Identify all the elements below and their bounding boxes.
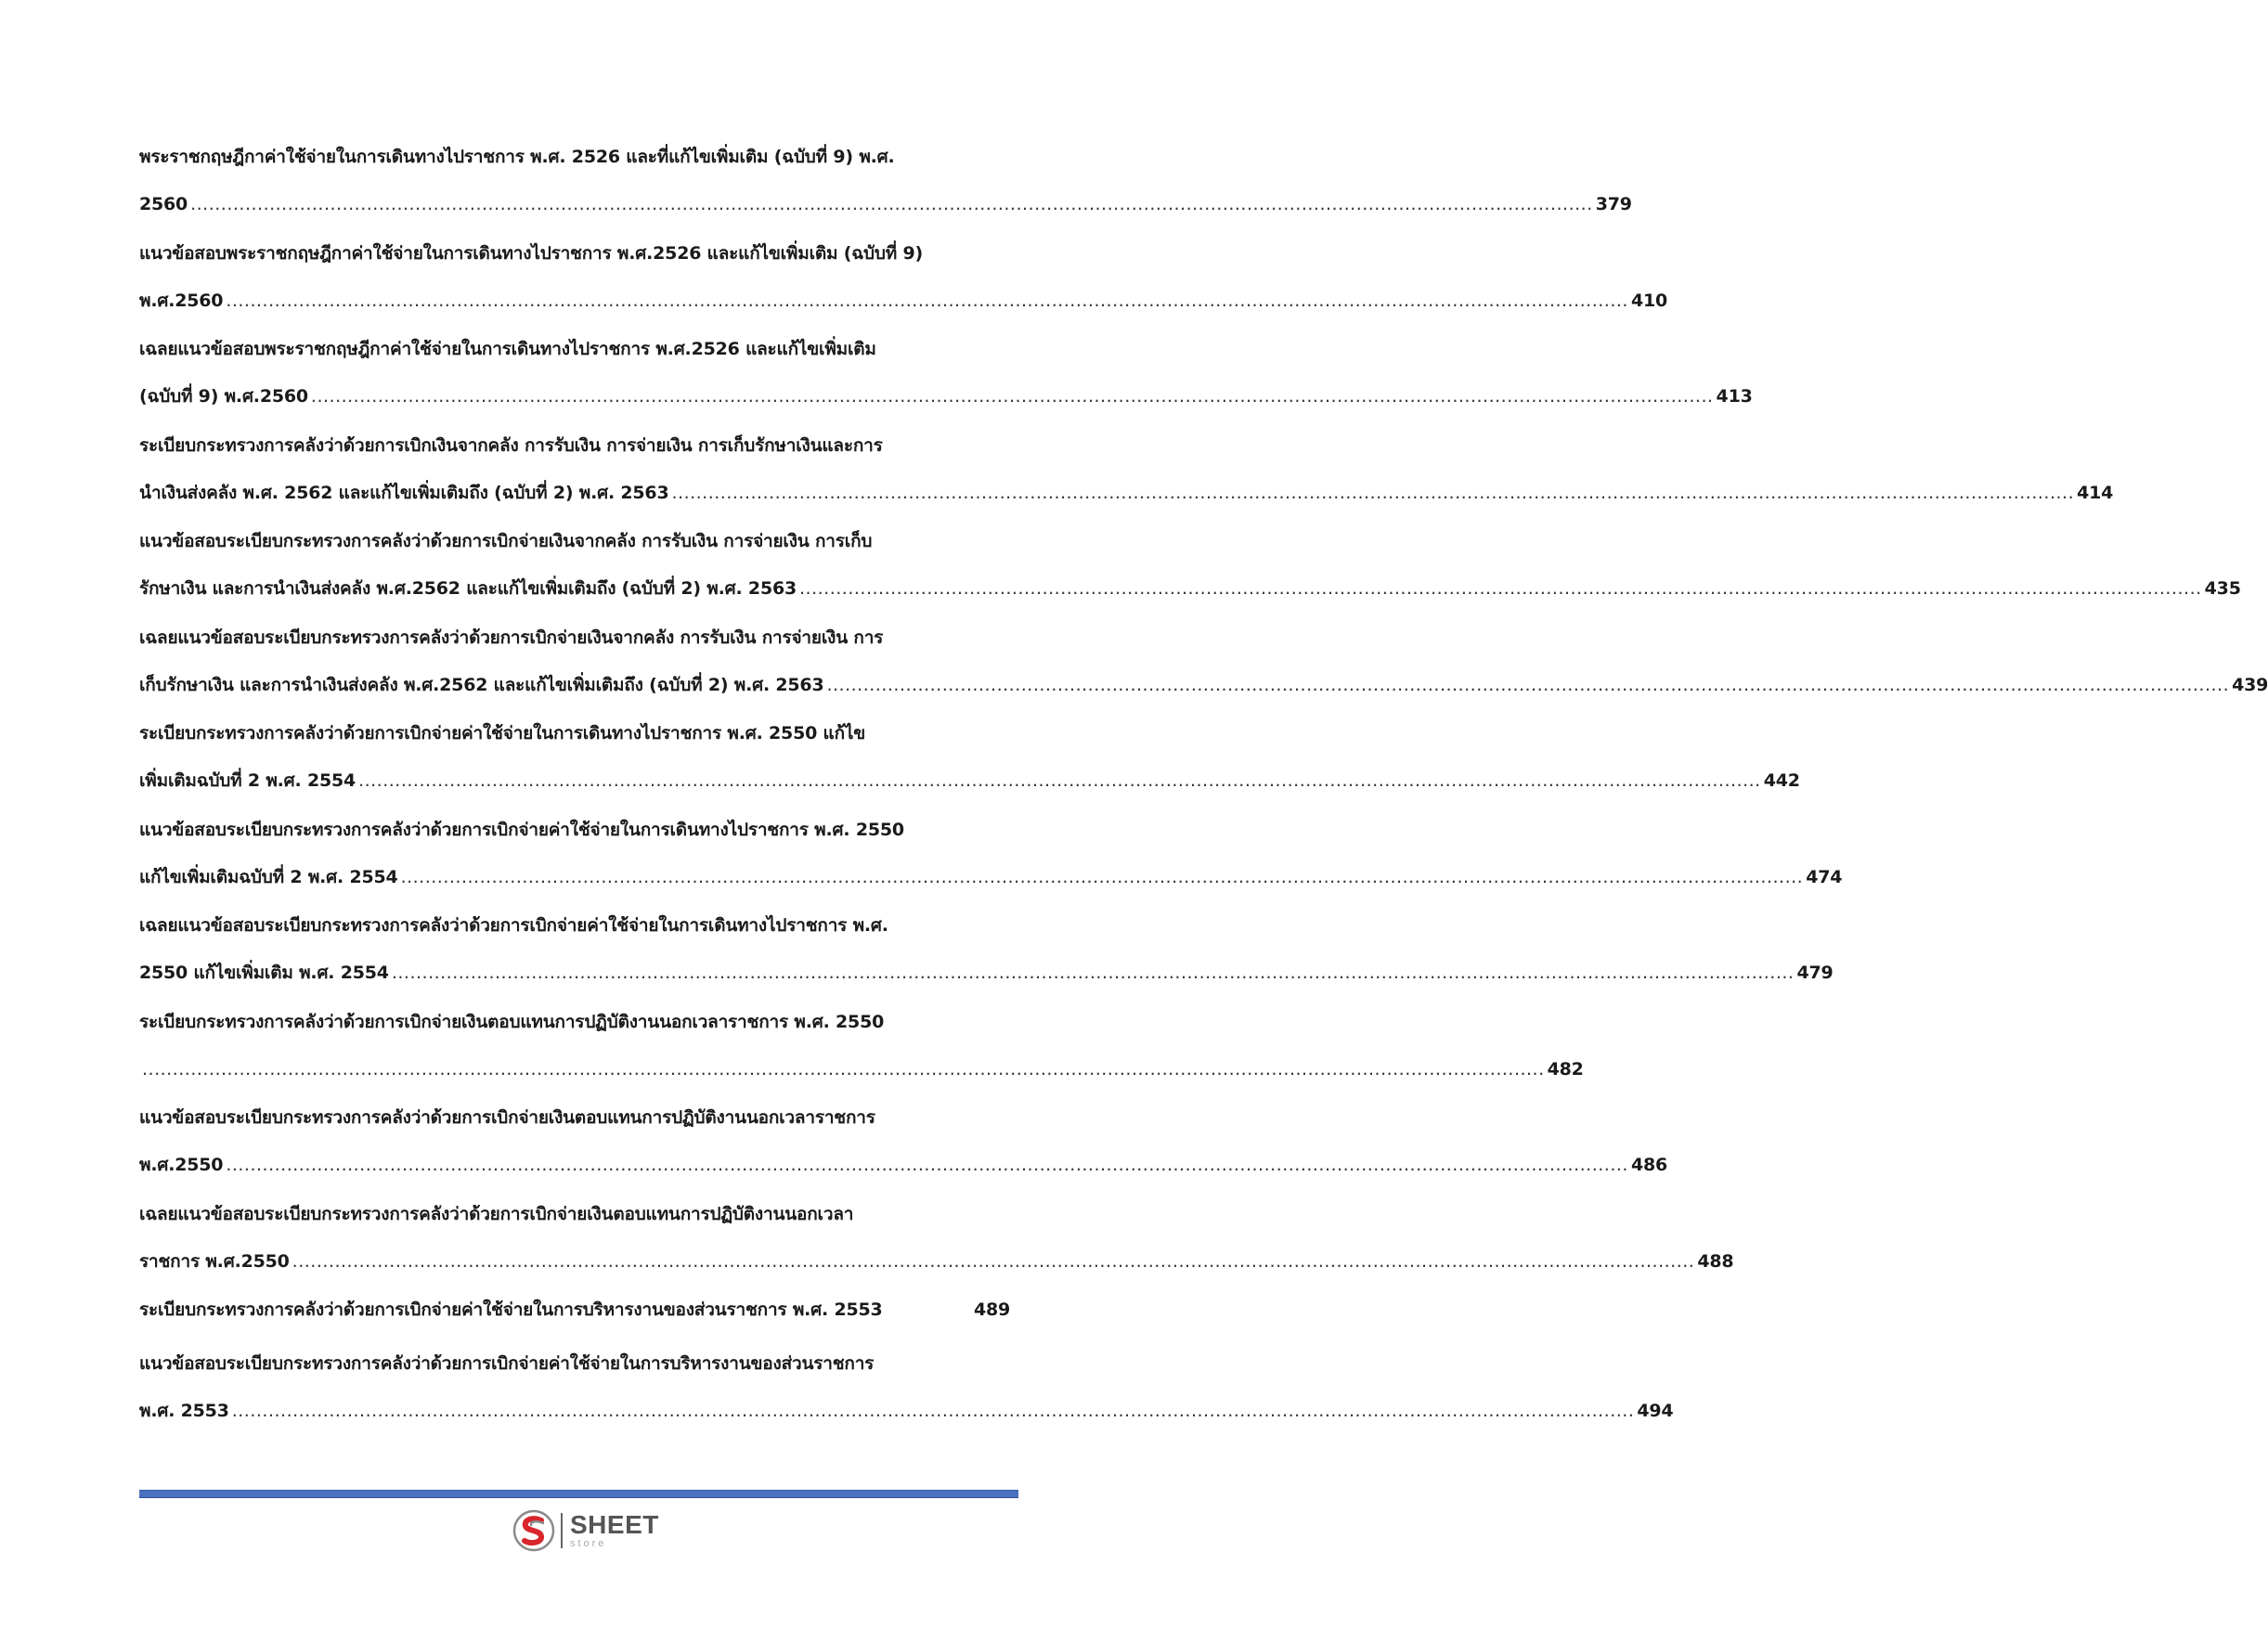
toc-entry[interactable]: [139, 137, 1632, 234]
toc-entry[interactable]: [139, 234, 1668, 330]
toc-entry-continuation: [139, 576, 2241, 601]
toc-entry-continuation: [139, 769, 1800, 793]
toc-page-number: 479: [1796, 963, 1834, 983]
toc-entry-title: แนวข้อสอบระเบียบกระทรวงการคลังว่าด้วยการเบิกจ่ายเงินตอบแทนการปฏิบัติงานนอกเวลาราชการ: [139, 1107, 875, 1128]
toc-entry-title-tail: พ.ศ.2560: [139, 290, 224, 311]
dot-leader: .......................................................................................................................................................................................................................................: [292, 1250, 1695, 1272]
toc-entry[interactable]: [139, 906, 1834, 1002]
dot-leader: .......................................................................................................................................................................................................................................: [400, 866, 1804, 887]
toc-entry-continuation: [139, 865, 1843, 889]
toc-entry-title: ระเบียบกระทรวงการคลังว่าด้วยการเบิกจ่ายเงินตอบแทนการปฏิบัติงานนอกเวลาราชการ พ.ศ. 2550: [139, 1011, 885, 1032]
toc-entry-title: ระเบียบกระทรวงการคลังว่าด้วยการเบิกจ่ายค่าใช้จ่ายในการเดินทางไปราชการ พ.ศ. 2550 แก้ไข: [139, 723, 866, 743]
toc-entry-title-tail: ราชการ พ.ศ.2550: [139, 1250, 290, 1272]
toc-entry-continuation: [139, 1249, 1734, 1273]
toc-page-number: 474: [1806, 866, 1843, 887]
dot-leader: .......................................................................................................................................................................................................................................: [358, 770, 1761, 791]
toc-entry-title: เฉลยแนวข้อสอบพระราชกฤษฎีกาค่าใช้จ่ายในการเดินทางไปราชการ พ.ศ.2526 และแก้ไขเพิ่มเติม: [139, 339, 876, 359]
toc-page-number: 489: [973, 1299, 1010, 1320]
toc-entry-title: แนวข้อสอบระเบียบกระทรวงการคลังว่าด้วยการเบิกจ่ายค่าใช้จ่ายในการเดินทางไปราชการ พ.ศ. 2550: [139, 819, 904, 840]
toc-page-number: 488: [1697, 1250, 1734, 1272]
toc-page-number: 435: [2204, 578, 2241, 599]
toc-entry[interactable]: [139, 522, 2241, 618]
toc-entry-continuation: [139, 1057, 1584, 1081]
dot-leader: .......................................................................................................................................................................................................................................: [799, 578, 2202, 599]
toc-entry[interactable]: [139, 1195, 1734, 1291]
toc-entry-title: แนวข้อสอบระเบียบกระทรวงการคลังว่าด้วยการเบิกจ่ายเงินจากคลัง การรับเงิน การจ่ายเงิน การเก็บ: [139, 531, 873, 551]
toc-entry[interactable]: [139, 330, 1753, 426]
toc-entry-title-tail: 2550 แก้ไขเพิ่มเติม พ.ศ. 2554: [139, 963, 389, 983]
toc-page-number: 410: [1630, 290, 1668, 311]
toc-entry-continuation: [139, 289, 1668, 313]
toc-entry-title-tail: (ฉบับที่ 9) พ.ศ.2560: [139, 386, 308, 407]
toc-entry-title: พระราชกฤษฎีกาค่าใช้จ่ายในการเดินทางไปราชการ พ.ศ. 2526 และที่แก้ไขเพิ่มเติม (ฉบับที่ 9) พ.ศ.: [139, 147, 895, 167]
toc-entry-title: เฉลยแนวข้อสอบระเบียบกระทรวงการคลังว่าด้วยการเบิกจ่ายค่าใช้จ่ายในการเดินทางไปราชการ พ.ศ.: [139, 915, 888, 936]
toc-entry-continuation: [139, 1153, 1668, 1177]
dot-leader: .......................................................................................................................................................................................................................................: [826, 674, 2230, 695]
dot-leader: .......................................................................................................................................................................................................................................: [226, 290, 1628, 311]
toc-page-number: 439: [2232, 674, 2268, 695]
toc-entry-single-line: [139, 1298, 1010, 1322]
toc-entry-title: เฉลยแนวข้อสอบระเบียบกระทรวงการคลังว่าด้วยการเบิกจ่ายเงินตอบแทนการปฏิบัติงานนอกเวลา: [139, 1203, 854, 1224]
logo-wordmark: [570, 1512, 659, 1549]
toc-entry-title: แนวข้อสอบพระราชกฤษฎีกาค่าใช้จ่ายในการเดินทางไปราชการ พ.ศ.2526 และแก้ไขเพิ่มเติม (ฉบับที่ 9): [139, 242, 923, 264]
toc-entry-continuation: [139, 961, 1834, 985]
toc-page-number: 482: [1547, 1058, 1584, 1080]
toc-entry[interactable]: [139, 1290, 1010, 1344]
toc-page-number: 379: [1595, 194, 1632, 214]
toc-page-number: 442: [1763, 770, 1800, 791]
toc-entry-title: เฉลยแนวข้อสอบระเบียบกระทรวงการคลังว่าด้วยการเบิกจ่ายเงินจากคลัง การรับเงิน การจ่ายเงิน การ: [139, 627, 884, 648]
toc-entry[interactable]: [139, 810, 1843, 907]
toc-entry-title: ระเบียบกระทรวงการคลังว่าด้วยการเบิกเงินจากคลัง การรับเงิน การจ่ายเงิน การเก็บรักษาเงินและการ: [139, 434, 883, 456]
toc-entry-continuation: [139, 673, 2268, 697]
dot-leader: .......................................................................................................................................................................................................................................: [226, 1155, 1628, 1175]
logo-separator: [561, 1513, 563, 1548]
toc-entry-title-tail: 2560: [139, 194, 188, 214]
toc-entry-continuation: [139, 384, 1753, 408]
dot-leader: .......................................................................................................................................................................................................................................: [231, 1401, 1635, 1421]
toc-entry[interactable]: [139, 1098, 1668, 1195]
toc-entry[interactable]: [139, 714, 1800, 810]
toc-entry-title: แนวข้อสอบระเบียบกระทรวงการคลังว่าด้วยการเบิกจ่ายค่าใช้จ่ายในการบริหารงานของส่วนราชการ: [139, 1353, 875, 1374]
toc-entry-title-tail: รักษาเงิน และการนำเงินส่งคลัง พ.ศ.2562 และแก้ไขเพิ่มเติมถึง (ฉบับที่ 2) พ.ศ. 2563: [139, 578, 797, 599]
footer-divider: [139, 1490, 1018, 1498]
dot-leader: .......................................................................................................................................................................................................................................: [391, 963, 1795, 983]
toc-entry[interactable]: [139, 618, 2268, 715]
toc-entry-title-tail: นำเงินส่งคลัง พ.ศ. 2562 และแก้ไขเพิ่มเติมถึง (ฉบับที่ 2) พ.ศ. 2563: [139, 482, 669, 503]
logo-main-text: SHEET: [570, 1510, 659, 1539]
sheet-store-logo-icon: [512, 1509, 555, 1552]
dot-leader: .......................................................................................................................................................................................................................................: [310, 386, 1714, 407]
sheet-store-logo: [512, 1506, 659, 1555]
toc-entry[interactable]: [139, 1344, 1674, 1441]
toc-page-number: 414: [2077, 482, 2114, 503]
toc-entry-title: ระเบียบกระทรวงการคลังว่าด้วยการเบิกจ่ายค่าใช้จ่ายในการบริหารงานของส่วนราชการ พ.ศ. 2553: [139, 1299, 883, 1320]
dot-leader: .......................................................................................................................................................................................................................................: [142, 1058, 1545, 1080]
toc-entry[interactable]: [139, 426, 2114, 523]
toc-entry-title-tail: แก้ไขเพิ่มเติมฉบับที่ 2 พ.ศ. 2554: [139, 866, 398, 887]
toc-page-number: 494: [1637, 1401, 1674, 1421]
toc-entry-continuation: [139, 192, 1632, 216]
toc-entry-title-tail: เพิ่มเติมฉบับที่ 2 พ.ศ. 2554: [139, 770, 356, 791]
toc-entry-continuation: [139, 1399, 1674, 1423]
dot-leader: .......................................................................................................................................................................................................................................: [190, 194, 1593, 214]
table-of-contents: [139, 137, 2268, 1441]
toc-page-number: 486: [1630, 1155, 1668, 1175]
toc-entry-title-tail: เก็บรักษาเงิน และการนำเงินส่งคลัง พ.ศ.2562 และแก้ไขเพิ่มเติมถึง (ฉบับที่ 2) พ.ศ. 2563: [139, 674, 824, 695]
toc-entry[interactable]: [139, 1002, 1584, 1099]
logo-sub-text: store: [570, 1538, 607, 1549]
dot-leader: .......................................................................................................................................................................................................................................: [671, 482, 2075, 503]
toc-entry-title-tail: พ.ศ.2550: [139, 1155, 224, 1175]
toc-entry-title-tail: พ.ศ. 2553: [139, 1401, 229, 1421]
toc-entry-continuation: [139, 481, 2114, 505]
toc-page-number: 413: [1716, 386, 1753, 407]
